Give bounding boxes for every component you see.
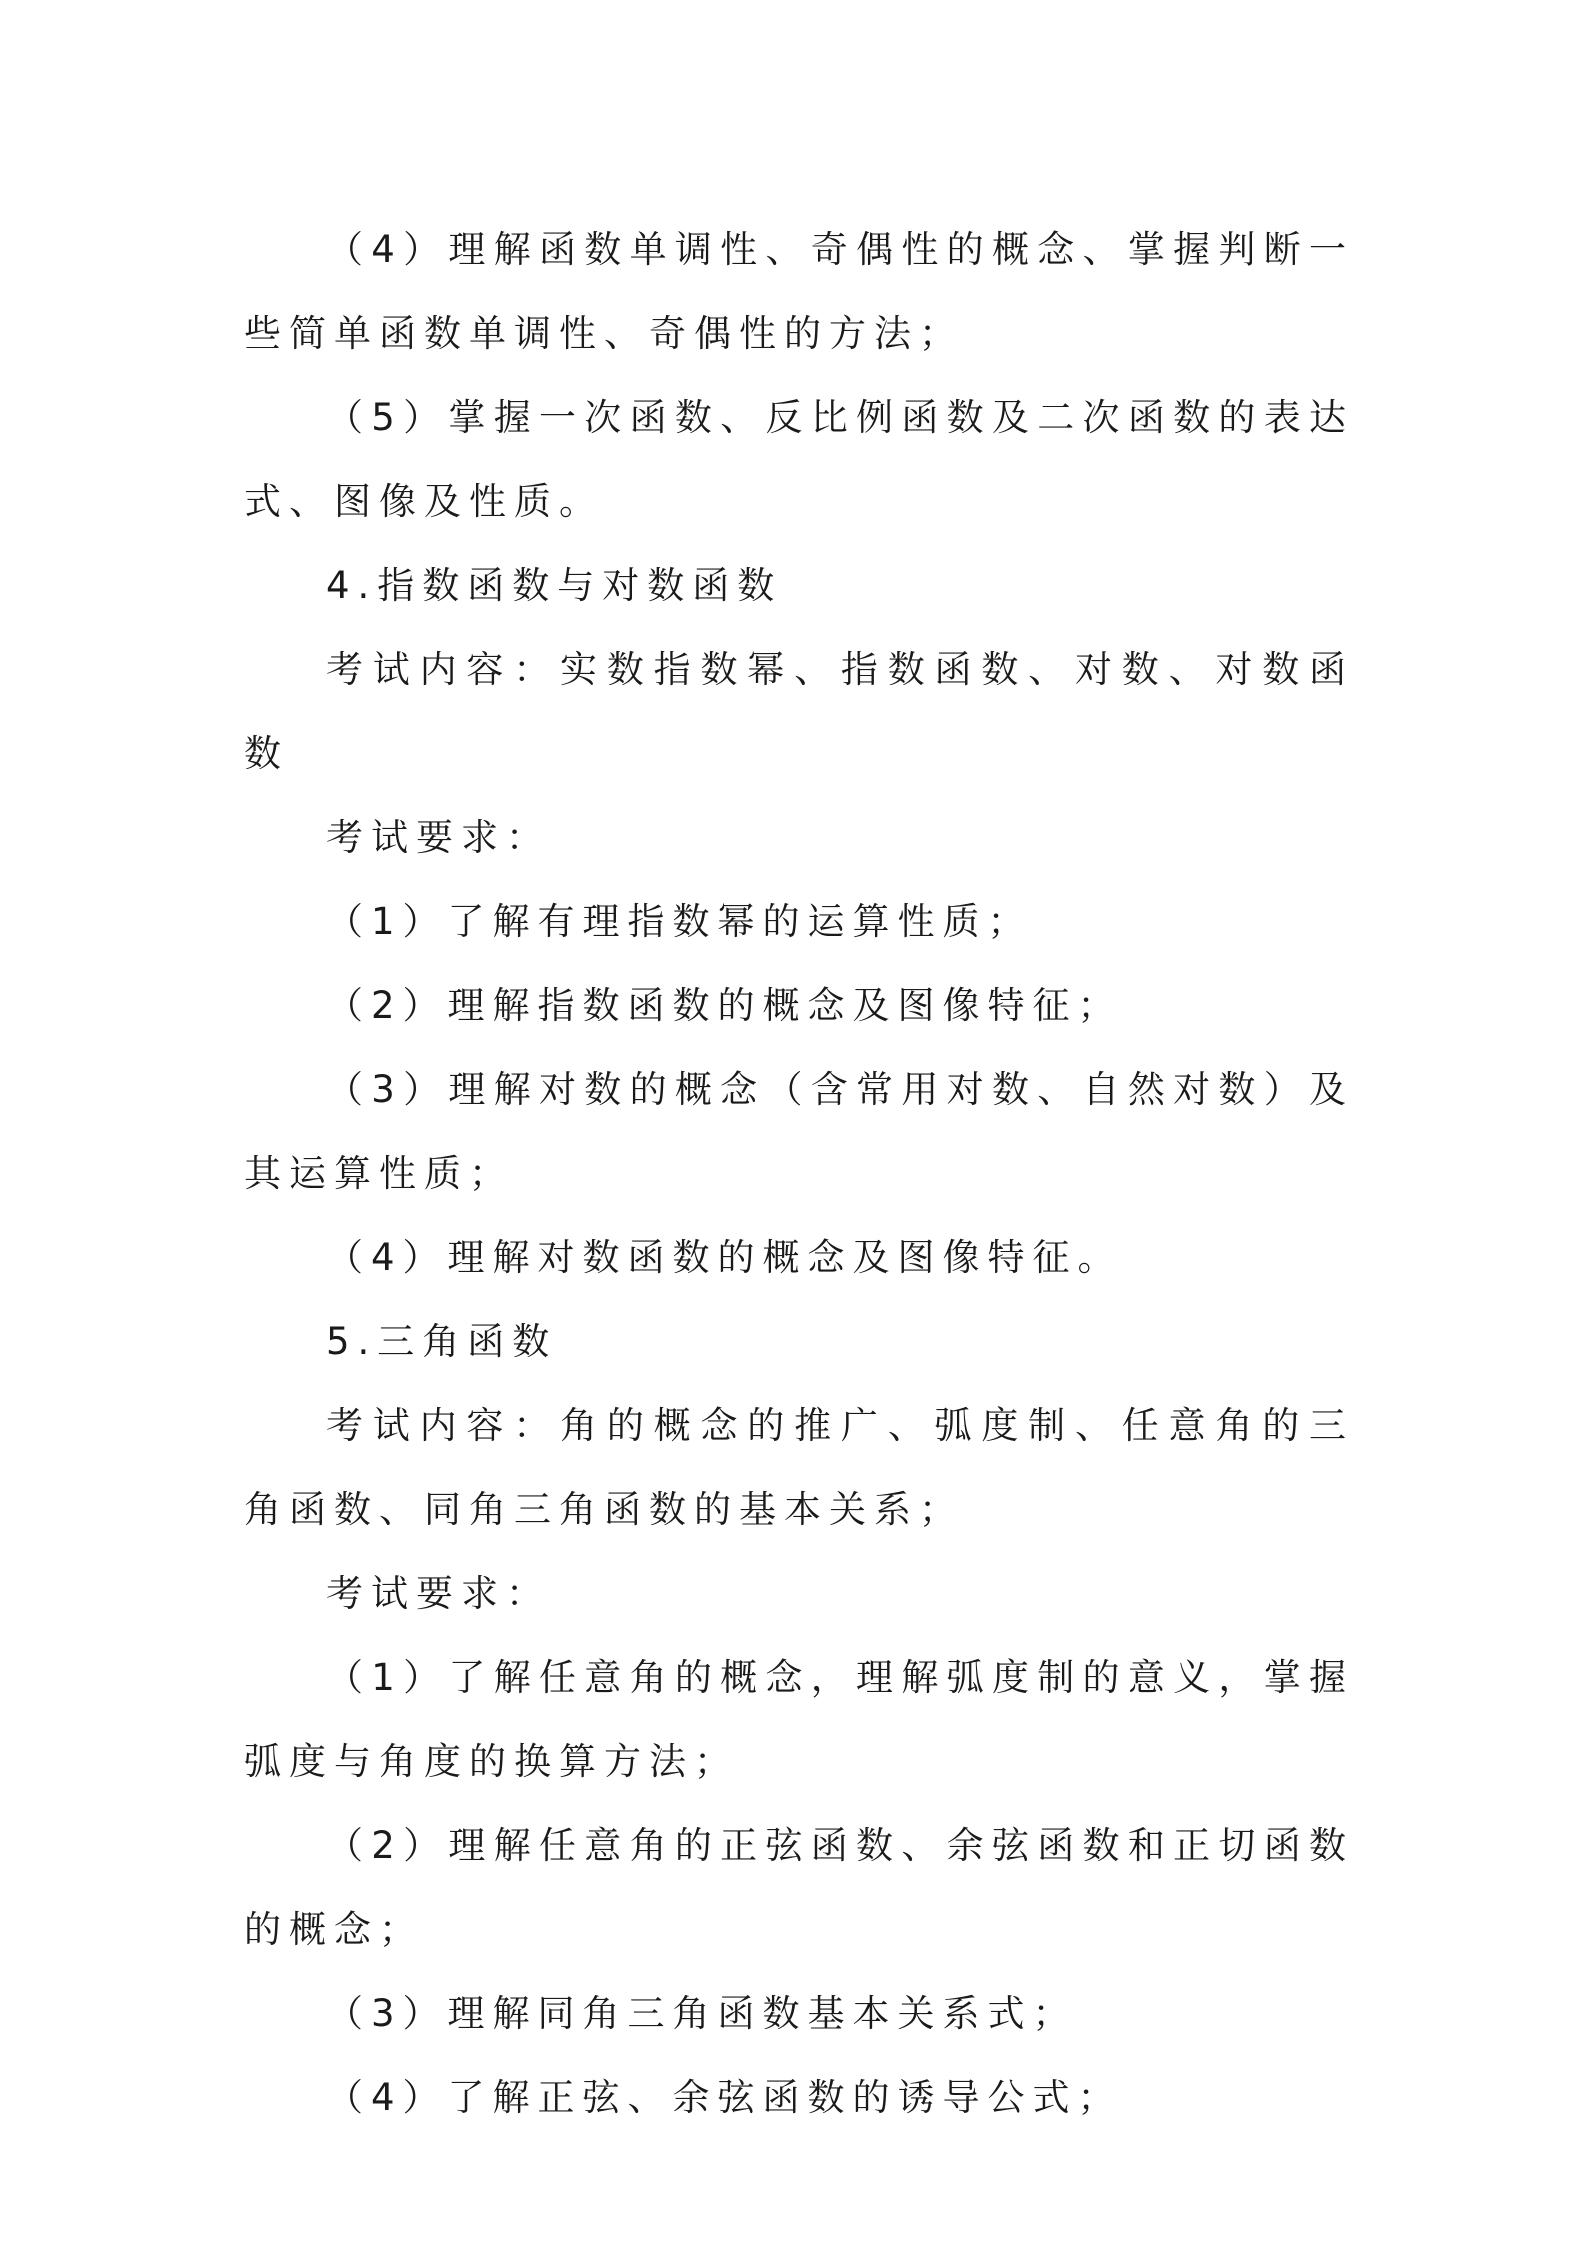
exam-requirements-label: 考试要求： bbox=[326, 1572, 551, 1615]
requirement-item: （2）理解任意角的正弦函数、余弦函数和正切函数的概念； bbox=[244, 1824, 1354, 1951]
requirement-item: （1）了解有理指数幂的运算性质； bbox=[326, 900, 1033, 943]
section-heading-exponential-logarithmic: 4.指数函数与对数函数 bbox=[326, 564, 783, 607]
document-body bbox=[244, 208, 1354, 2140]
requirement-item: （4）了解正弦、余弦函数的诱导公式； bbox=[326, 2076, 1123, 2119]
requirement-item: （4）理解对数函数的概念及图像特征。 bbox=[326, 1236, 1123, 1279]
requirement-item: （1）了解任意角的概念，理解弧度制的意义，掌握弧度与角度的换算方法； bbox=[244, 1656, 1354, 1783]
exam-requirements-label: 考试要求： bbox=[326, 816, 551, 859]
requirement-item: （3）理解对数的概念（含常用对数、自然对数）及其运算性质； bbox=[244, 1068, 1354, 1195]
paragraph-2: （5）掌握一次函数、反比例函数及二次函数的表达式、图像及性质。 bbox=[244, 396, 1354, 523]
requirement-item: （2）理解指数函数的概念及图像特征； bbox=[326, 984, 1123, 1027]
section-heading-trigonometric: 5.三角函数 bbox=[326, 1320, 558, 1363]
exam-content-trigonometric: 考试内容：角的概念的推广、弧度制、任意角的三角函数、同角三角函数的基本关系； bbox=[244, 1404, 1354, 1531]
requirement-item: （3）理解同角三角函数基本关系式； bbox=[326, 1992, 1078, 2035]
paragraph-1: （4）理解函数单调性、奇偶性的概念、掌握判断一些简单函数单调性、奇偶性的方法； bbox=[244, 228, 1354, 355]
exam-content-exponential: 考试内容：实数指数幂、指数函数、对数、对数函数 bbox=[244, 648, 1354, 775]
